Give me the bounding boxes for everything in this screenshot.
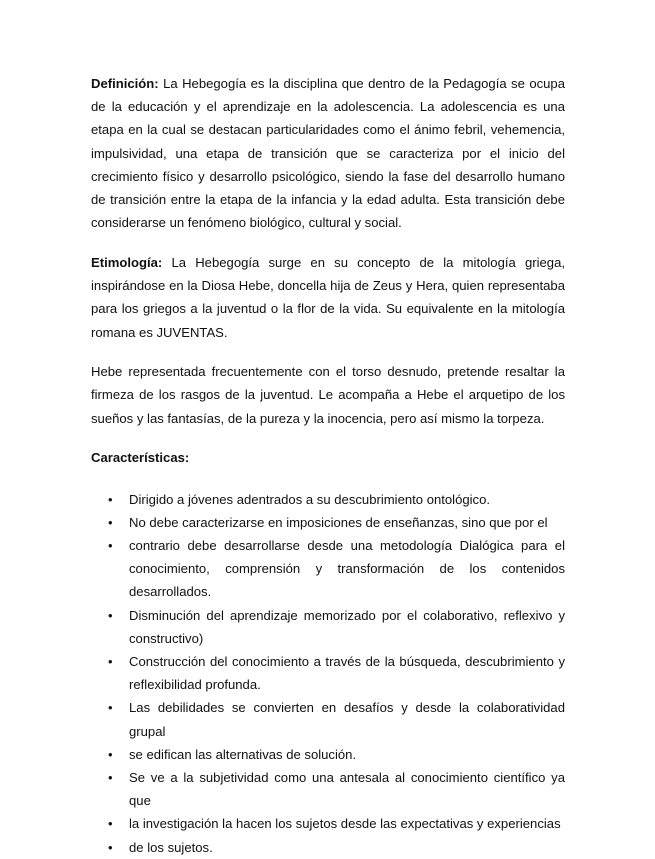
bullet-icon: • — [108, 700, 113, 716]
list-item-text: No debe caracterizarse en imposiciones de enseñanzas, sino que por el — [129, 514, 548, 530]
caracteristicas-heading: Características: — [91, 450, 190, 466]
list-item — [91, 812, 565, 835]
list-item-text: Disminución del aprendizaje memorizado por el colaborativo, reflexivo y constructivo) — [129, 607, 565, 646]
list-item-text: de los sujetos. — [129, 839, 213, 855]
list-item — [91, 836, 565, 859]
list-item — [91, 488, 565, 511]
definicion-label: Definición: — [91, 76, 159, 91]
list-item — [91, 534, 565, 604]
list-item-text: contrario debe desarrollarse desde una metodología Dialógica para el conocimiento, comprensión y transformación de los contenidos desarrollados. — [129, 537, 565, 600]
definicion-text: La Hebegogía es la disciplina que dentro de la Pedagogía se ocupa de la educación y el aprendizaje en la adolescencia. La adolescencia es una etapa en la cual se destacan particularidades como el ánimo febril, vehemencia, impulsividad, una etapa de transición que se caracteriza por el inicio del crecimiento físico y desarrollo psicológico, siendo la fase del desarrollo humano de transición entre la etapa de la infancia y la edad adulta. Esta transición debe considerarse un fenómeno biológico, cultural y social. — [91, 76, 565, 231]
bullet-icon: • — [108, 491, 113, 507]
etimologia-paragraph — [91, 251, 565, 344]
list-item — [91, 511, 565, 534]
bullet-icon: • — [108, 607, 113, 623]
bullet-icon: • — [108, 514, 113, 530]
hebe-paragraph: Hebe representada frecuentemente con el torso desnudo, pretende resaltar la firmeza de los rasgos de la juventud. Le acompaña a Hebe el arquetipo de los sueños y las fantasías, de la pureza y la inocencia, pero así mismo la torpeza. — [91, 364, 565, 426]
etimologia-text: La Hebegogía surge en su concepto de la mitología griega, inspirándose en la Diosa Hebe, doncella hija de Zeus y Hera, quien representaba para los griegos a la juventud o la flor de la vida. Su equivalente en la mitología romana es JUVENTAS. — [91, 254, 565, 340]
list-item-text: Construcción del conocimiento a través de la búsqueda, descubrimiento y reflexibilidad profunda. — [129, 653, 565, 693]
definicion-paragraph — [91, 72, 565, 234]
list-item-text: Las debilidades se convierten en desafíos y desde la colaboratividad grupal — [129, 700, 565, 739]
list-item — [91, 766, 565, 812]
bullet-icon: • — [108, 537, 113, 553]
etimologia-label: Etimología: — [91, 254, 163, 270]
list-item-text: Se ve a la subjetividad como una antesala al conocimiento científico ya que — [129, 769, 565, 809]
list-item — [91, 604, 565, 650]
list-item — [91, 696, 565, 742]
document-body — [91, 72, 565, 859]
bullet-icon: • — [108, 769, 113, 785]
caracteristicas-list — [91, 488, 565, 859]
bullet-icon: • — [108, 839, 113, 855]
bullet-icon: • — [108, 746, 113, 762]
bullet-icon: • — [108, 816, 113, 832]
list-item-text: se edifican las alternativas de solución. — [129, 746, 357, 762]
list-item-text: la investigación la hacen los sujetos desde las expectativas y experiencias — [129, 816, 561, 832]
bullet-icon: • — [108, 653, 113, 669]
list-item — [91, 650, 565, 696]
list-item — [91, 743, 565, 766]
list-item-text: Dirigido a jóvenes adentrados a su descubrimiento ontológico. — [129, 491, 491, 507]
